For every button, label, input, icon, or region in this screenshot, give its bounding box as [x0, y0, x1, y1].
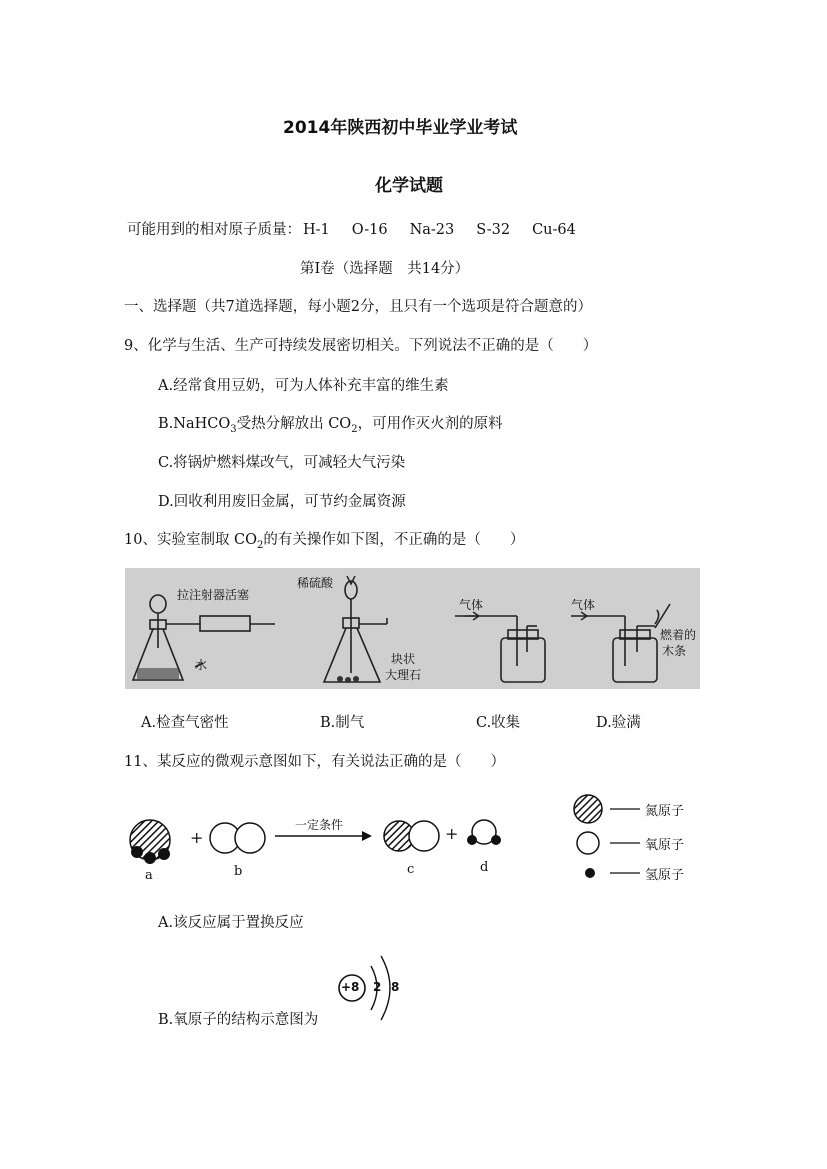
- atomic-mass-item: O-16: [351, 222, 388, 238]
- gas-jar-c: [501, 638, 545, 682]
- molecule-c-oxygen: [409, 821, 439, 851]
- atomic-mass-item: S-32: [476, 222, 511, 238]
- q9-stem: 9、化学与生活、生产可持续发展密切相关。下列说法不正确的是（ ）: [124, 338, 598, 354]
- legend-hydrogen-label: 氢原子: [645, 868, 685, 883]
- splint: [655, 604, 670, 628]
- water-fill: [137, 668, 179, 679]
- q10-apparatus-figure: [125, 568, 700, 689]
- label-acid: 稀硫酸: [297, 576, 334, 590]
- atomic-mass-label: 可能用到的相对原子质量：: [127, 222, 301, 238]
- legend-oxygen-symbol: [577, 832, 599, 854]
- q9-b-text: 受热分解放出 CO: [236, 416, 352, 432]
- q11-stem: 11、某反应的微观示意图如下，有关说法正确的是（ ）: [124, 754, 505, 770]
- q10-stem-text: 的有关操作如下图，不正确的是（ ）: [263, 532, 525, 548]
- q9-b-text: B.NaHCO: [158, 416, 231, 432]
- label-solid-1: 块状: [391, 652, 416, 666]
- volume-heading: 第Ⅰ卷（选择题 共14分）: [300, 261, 470, 277]
- molecule-d-hydrogen: [467, 835, 477, 845]
- label-splint-2: 木条: [662, 644, 687, 658]
- q10-option-a: A.检查气密性: [141, 715, 229, 731]
- molecule-label-d: d: [480, 860, 489, 875]
- q10-option-b: B.制气: [320, 715, 365, 731]
- q11-option-a: A.该反应属于置换反应: [158, 915, 304, 931]
- q11-option-b: B.氧原子的结构示意图为: [158, 1012, 319, 1028]
- label-gas-1: 气体: [459, 598, 484, 612]
- legend-nitrogen-label: 氮原子: [645, 804, 685, 819]
- label-water: 水: [195, 658, 208, 672]
- q11-reaction-svg: [120, 788, 710, 893]
- shell-2-electrons: 8: [391, 980, 400, 994]
- plus-sign: +: [190, 828, 204, 847]
- molecule-a-hydrogen: [144, 852, 156, 864]
- reaction-arrow-head: [362, 831, 372, 841]
- atomic-mass-item: Na-23: [409, 222, 455, 238]
- atomic-mass-item: H-1: [303, 222, 330, 238]
- q11-reaction-figure: [120, 788, 710, 893]
- molecule-b-oxygen: [235, 823, 265, 853]
- q10-stem-text: 10、实验室制取 CO: [124, 532, 258, 548]
- legend-hydrogen-symbol: [585, 868, 595, 878]
- molecule-a-hydrogen: [158, 848, 170, 860]
- molecule-d-hydrogen: [491, 835, 501, 845]
- q9-b-text: ，可用作灭火剂的原料: [357, 416, 503, 432]
- molecule-label-b: b: [234, 864, 243, 879]
- label-gas-2: 气体: [571, 598, 596, 612]
- molecule-a-hydrogen: [131, 846, 143, 858]
- label-solid-2: 大理石: [385, 668, 422, 682]
- atomic-mass-line: [127, 218, 598, 239]
- plus-sign: +: [445, 824, 459, 843]
- q9-b-sub: 3: [230, 423, 237, 435]
- funnel-bulb: [150, 595, 166, 613]
- flask-b: [324, 628, 380, 682]
- q10-stem-sub: 2: [257, 539, 264, 551]
- legend-nitrogen-symbol: [574, 795, 602, 823]
- label-splint-1: 燃着的: [660, 628, 697, 642]
- shell-1-electrons: 2: [373, 980, 382, 994]
- nucleus-charge: +8: [341, 980, 360, 994]
- q9-b-sub: 2: [351, 423, 358, 435]
- q9-option-a: A.经常食用豆奶，可为人体补充丰富的维生素: [158, 378, 449, 394]
- electron-shell-2: [381, 956, 390, 1020]
- oxygen-atom-diagram: [335, 950, 415, 1028]
- molecule-label-c: c: [407, 862, 415, 877]
- label-syringe: 拉注射器活塞: [177, 588, 250, 602]
- syringe-barrel: [200, 616, 250, 631]
- legend-oxygen-label: 氧原子: [645, 838, 685, 853]
- q9-option-c: C.将锅炉燃料煤改气，可减轻大气污染: [158, 455, 406, 471]
- exam-subtitle: 化学试题: [375, 176, 443, 196]
- atomic-mass-item: Cu-64: [532, 222, 576, 238]
- q9-option-d: D.回收利用废旧金属，可节约金属资源: [158, 494, 406, 510]
- q10-stem: [124, 528, 524, 551]
- reaction-condition: 一定条件: [295, 818, 344, 832]
- gas-jar-d: [613, 638, 657, 682]
- q10-option-c: C.收集: [476, 715, 521, 731]
- exam-title: 2014年陕西初中毕业学业考试: [283, 118, 518, 138]
- molecule-label-a: a: [145, 868, 153, 883]
- section-heading: 一、选择题（共7道选择题，每小题2分，且只有一个选项是符合题意的）: [124, 299, 592, 315]
- q10-option-d: D.验满: [596, 715, 641, 731]
- q9-option-b: [158, 412, 503, 435]
